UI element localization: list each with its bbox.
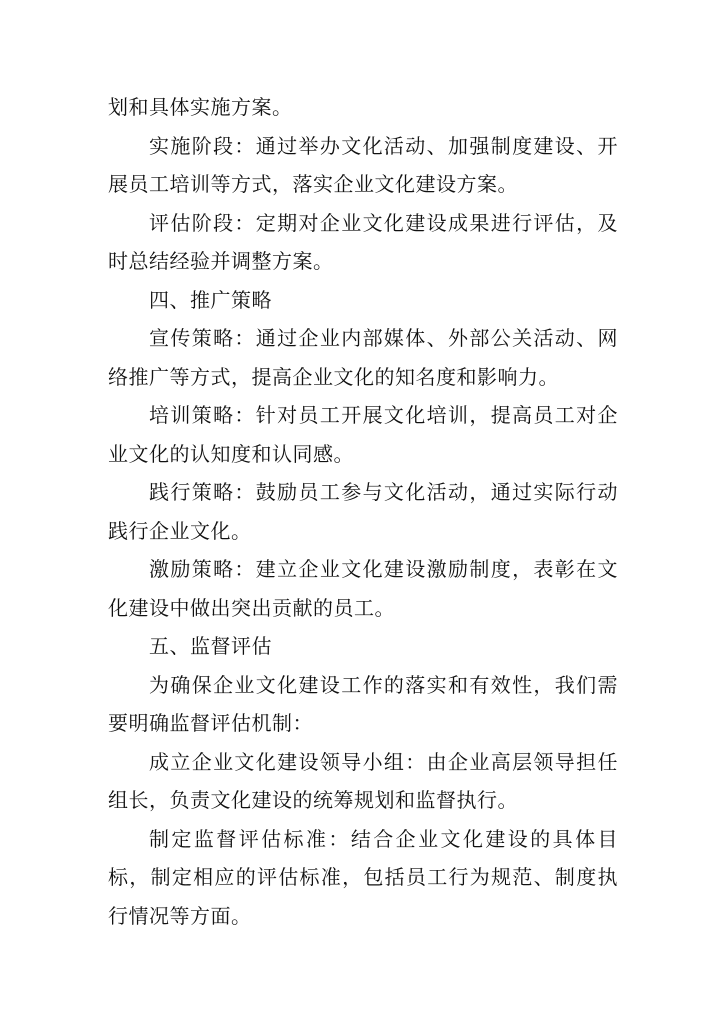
paragraph-supervision-intro: 为确保企业文化建设工作的落实和有效性，我们需要明确监督评估机制： [108,672,618,735]
document-body [108,88,618,935]
paragraph-evaluation-phase: 评估阶段：定期对企业文化建设成果进行评估，及时总结经验并调整方案。 [108,210,618,273]
paragraph-implementation-phase: 实施阶段：通过举办文化活动、加强制度建设、开展员工培训等方式，落实企业文化建设方案。 [108,133,618,196]
paragraph-practice-strategy: 践行策略：鼓励员工参与文化活动，通过实际行动践行企业文化。 [108,480,618,543]
paragraph-training-strategy: 培训策略：针对员工开展文化培训，提高员工对企业文化的认知度和认同感。 [108,403,618,466]
paragraph-leadership-group: 成立企业文化建设领导小组：由企业高层领导担任组长，负责文化建设的统筹规划和监督执行。 [108,749,618,812]
section-heading-supervision-evaluation: 五、监督评估 [149,634,272,658]
section-heading-promotion-strategy: 四、推广策略 [149,287,272,312]
continuation-paragraph: 划和具体实施方案。 [108,95,293,119]
paragraph-incentive-strategy: 激励策略：建立企业文化建设激励制度，表彰在文化建设中做出突出贡献的员工。 [108,557,618,620]
paragraph-evaluation-standards: 制定监督评估标准：结合企业文化建设的具体目标，制定相应的评估标准，包括员工行为规范、制度执行情况等方面。 [108,826,618,928]
paragraph-publicity-strategy: 宣传策略：通过企业内部媒体、外部公关活动、网络推广等方式，提高企业文化的知名度和影响力。 [108,326,618,389]
